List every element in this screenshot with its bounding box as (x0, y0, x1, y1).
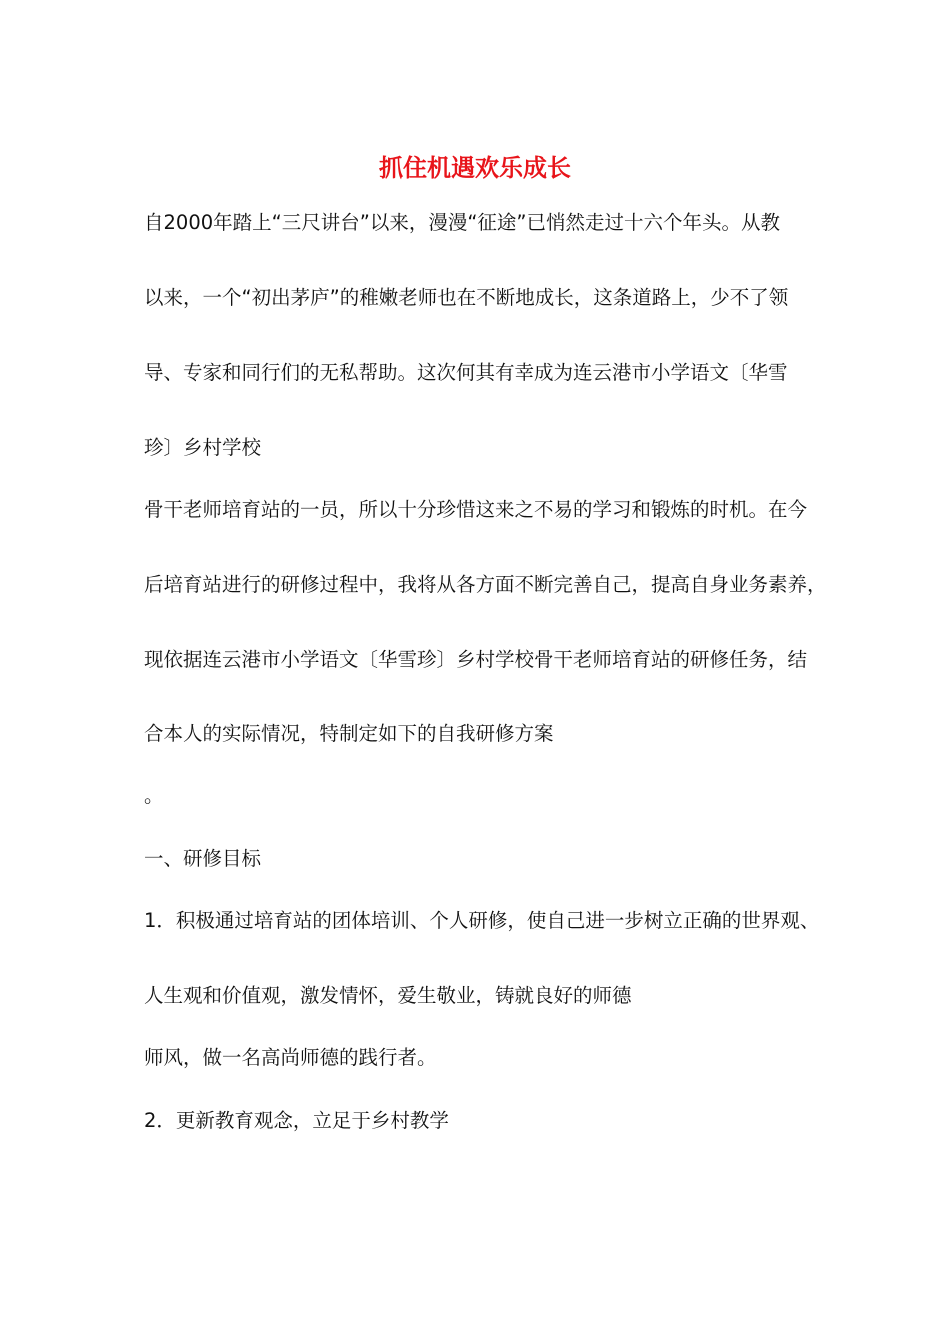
list-item: 2．更新教育观念，立足于乡村教学 (144, 1109, 449, 1132)
paragraph-line: 人生观和价值观，激发情怀，爱生敬业，铸就良好的师德 (144, 984, 632, 1007)
list-item: 1．积极通过培育站的团体培训、个人研修，使自己进一步树立正确的世界观、 (144, 909, 820, 932)
paragraph-line: 以来，一个“初出茅庐”的稚嫩老师也在不断地成长，这条道路上，少不了领 (144, 286, 789, 309)
paragraph-line: 导、专家和同行们的无私帮助。这次何其有幸成为连云港市小学语文〔华雪 (144, 361, 788, 384)
paragraph-line: 合本人的实际情况，特制定如下的自我研修方案 (144, 722, 554, 745)
section-heading: 一、研修目标 (144, 847, 262, 870)
paragraph-line: 现依据连云港市小学语文〔华雪珍〕乡村学校骨干老师培育站的研修任务，结 (144, 648, 808, 671)
paragraph-line: 自2000年踏上“三尺讲台”以来，漫漫“征途”已悄然走过十六个年头。从教 (144, 211, 781, 234)
paragraph-line: 。 (144, 784, 164, 807)
paragraph-line: 骨干老师培育站的一员，所以十分珍惜这来之不易的学习和锻炼的时机。在今 (144, 498, 808, 521)
document-title: 抓住机遇欢乐成长 (379, 153, 571, 182)
paragraph-line: 师风，做一名高尚师德的践行者。 (144, 1046, 437, 1069)
paragraph-line: 珍〕乡村学校 (144, 436, 262, 459)
paragraph-line: 后培育站进行的研修过程中，我将从各方面不断完善自己，提高自身业务素养， (144, 573, 827, 596)
